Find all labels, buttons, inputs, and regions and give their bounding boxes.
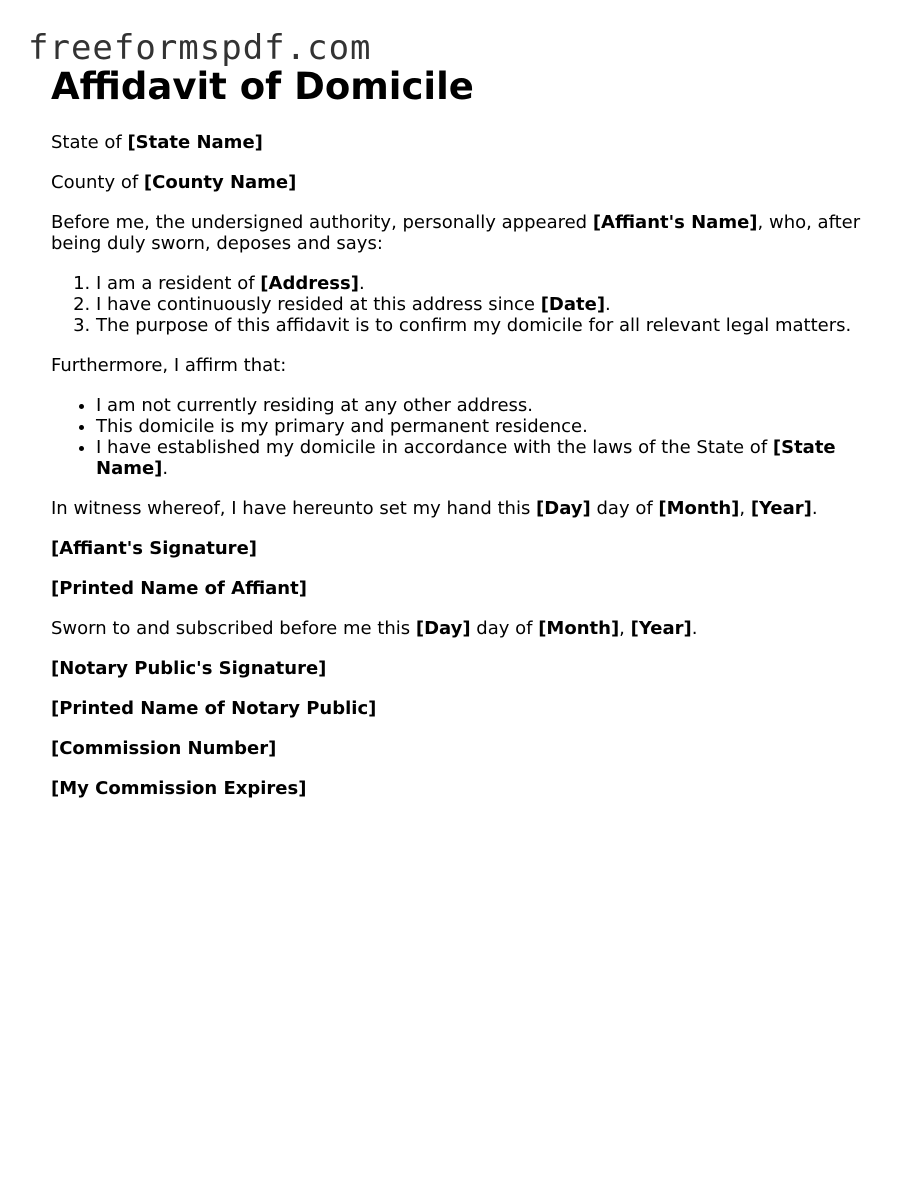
notary-printed-name-placeholder: [Printed Name of Notary Public] bbox=[51, 698, 377, 719]
numbered-statements bbox=[51, 273, 881, 336]
affirm-intro: Furthermore, I affirm that: bbox=[51, 355, 287, 376]
list-item bbox=[96, 315, 881, 336]
state-label: State of bbox=[51, 132, 128, 153]
list-item-text: I am not currently residing at any other address. bbox=[96, 395, 534, 416]
county-label: County of bbox=[51, 172, 144, 193]
sworn-text: . bbox=[691, 618, 698, 639]
intro-text-after: , who, after being duly sworn, deposes and says: bbox=[51, 212, 861, 254]
notary-signature-placeholder: [Notary Public's Signature] bbox=[51, 658, 327, 679]
document-body bbox=[51, 64, 881, 799]
watermark: freeformspdf.com bbox=[28, 28, 372, 68]
county-placeholder: [County Name] bbox=[143, 172, 297, 193]
date-placeholder: [Date] bbox=[540, 294, 606, 315]
intro-paragraph bbox=[51, 212, 881, 254]
affiant-name-placeholder: [Affiant's Name] bbox=[592, 212, 758, 233]
state-line bbox=[51, 132, 881, 153]
document-title: Affidavit of Domicile bbox=[51, 65, 474, 108]
day-placeholder: [Day] bbox=[415, 618, 471, 639]
notary-signature bbox=[51, 658, 881, 679]
list-item-text: I am a resident of bbox=[96, 273, 261, 294]
sworn-line bbox=[51, 618, 881, 639]
sworn-text: Sworn to and subscribed before me this bbox=[51, 618, 416, 639]
list-item bbox=[96, 437, 881, 479]
witness-line bbox=[51, 498, 881, 519]
list-item-end: . bbox=[605, 294, 611, 315]
county-line bbox=[51, 172, 881, 193]
commission-expires bbox=[51, 778, 881, 799]
address-placeholder: [Address] bbox=[260, 273, 359, 294]
affiant-printed-name bbox=[51, 578, 881, 599]
list-item bbox=[96, 416, 881, 437]
list-item-text: I have continuously resided at this address since bbox=[96, 294, 541, 315]
witness-text: . bbox=[811, 498, 818, 519]
affiant-signature bbox=[51, 538, 881, 559]
list-item-text: This domicile is my primary and permanent residence. bbox=[96, 416, 588, 437]
list-item-end: . bbox=[358, 273, 365, 294]
state-placeholder: [State Name] bbox=[96, 437, 836, 479]
list-item bbox=[96, 395, 881, 416]
commission-number-placeholder: [Commission Number] bbox=[51, 738, 277, 759]
affiant-printed-name-placeholder: [Printed Name of Affiant] bbox=[51, 578, 307, 599]
commission-expires-placeholder: [My Commission Expires] bbox=[51, 778, 307, 799]
witness-text: In witness whereof, I have hereunto set my hand this bbox=[51, 498, 537, 519]
affiant-signature-placeholder: [Affiant's Signature] bbox=[51, 538, 257, 559]
commission-number bbox=[51, 738, 881, 759]
list-item-text: The purpose of this affidavit is to confirm my domicile for all relevant legal matters. bbox=[96, 315, 852, 336]
month-placeholder: [Month] bbox=[538, 618, 620, 639]
sworn-text: day of bbox=[470, 618, 539, 639]
affirmations-list bbox=[51, 395, 881, 479]
intro-text-before: Before me, the undersigned authority, personally appeared bbox=[51, 212, 593, 233]
day-placeholder: [Day] bbox=[536, 498, 591, 519]
year-placeholder: [Year] bbox=[750, 498, 812, 519]
list-item bbox=[96, 294, 881, 315]
witness-text: day of bbox=[590, 498, 659, 519]
list-item-text: I have established my domicile in accordance with the laws of the State of bbox=[96, 437, 773, 458]
month-placeholder: [Month] bbox=[658, 498, 740, 519]
list-item-end: . bbox=[162, 458, 169, 479]
witness-text: , bbox=[739, 498, 751, 519]
list-item bbox=[96, 273, 881, 294]
year-placeholder: [Year] bbox=[630, 618, 692, 639]
state-placeholder: [State Name] bbox=[127, 132, 263, 153]
notary-printed-name bbox=[51, 698, 881, 719]
sworn-text: , bbox=[619, 618, 631, 639]
